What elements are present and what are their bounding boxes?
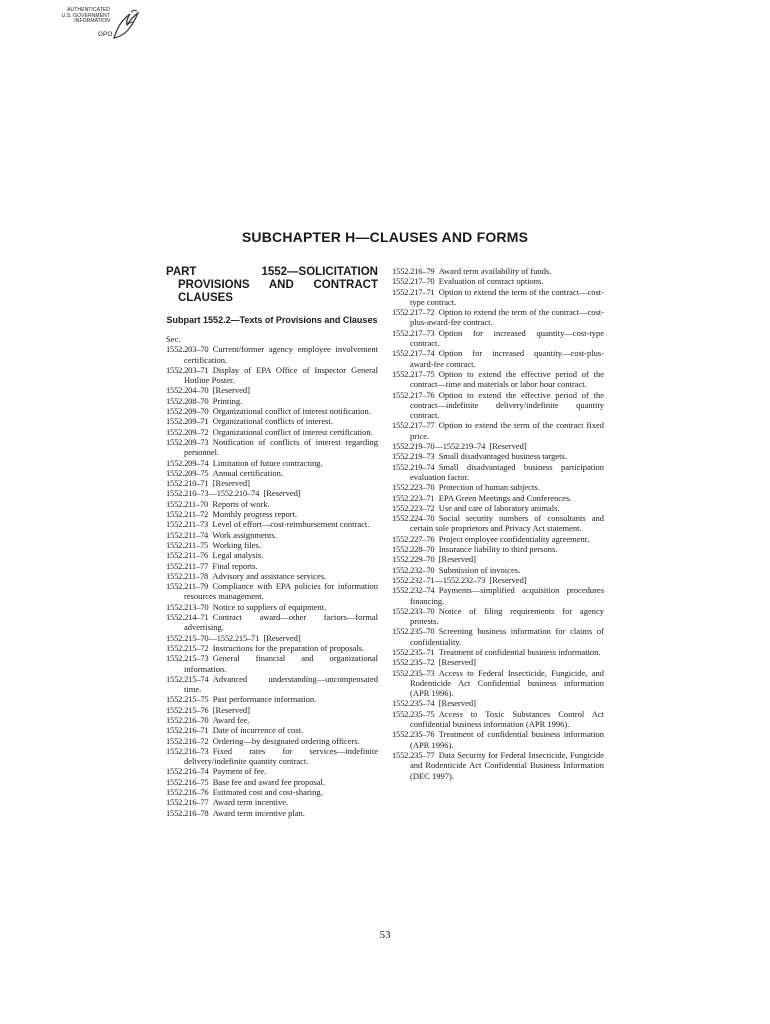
- section-title: Award term incentive plan.: [212, 807, 305, 818]
- section-number: 1552.209–70: [166, 406, 209, 417]
- section-number: 1552.228–70: [392, 544, 435, 555]
- section-number: 1552.235–74: [392, 698, 435, 709]
- toc-entry: [166, 674, 378, 695]
- section-title: Protection of human subjects.: [438, 482, 540, 493]
- section-title: Small disadvantaged business participation evaluation factor.: [410, 461, 604, 482]
- section-title: Past performance information.: [212, 694, 317, 705]
- toc-entry: [392, 554, 604, 564]
- section-number: 1552.217–72: [392, 307, 435, 318]
- logo-line-3: INFORMATION: [74, 18, 110, 25]
- toc-entry: [166, 725, 378, 735]
- toc-entry: [392, 369, 604, 390]
- section-number: 1552.211–73: [166, 519, 209, 530]
- toc-entry: [166, 694, 378, 704]
- section-title: Ordering—by designated ordering officers.: [212, 735, 360, 746]
- section-number: 1552.219–73: [392, 451, 435, 462]
- toc-entry: [392, 503, 604, 513]
- section-title: General financial and organizational information.: [184, 653, 378, 674]
- toc-entry: [166, 777, 378, 787]
- toc-entry: [392, 266, 604, 276]
- left-entry-list: [166, 344, 378, 818]
- toc-entry: [166, 612, 378, 633]
- section-title: Legal analysis.: [212, 550, 264, 561]
- section-number: 1552.209–74: [166, 457, 209, 468]
- toc-entry: [392, 575, 604, 585]
- section-title: Advanced understanding—uncompensated time.: [184, 673, 378, 695]
- toc-entry: [392, 328, 604, 349]
- toc-entry: [166, 458, 378, 468]
- section-title: Option to extend the effective period of the contract—time and materials or labor hour contract.: [410, 368, 604, 390]
- section-number: 1552.235–70: [392, 626, 435, 637]
- section-label: Sec.: [166, 334, 181, 344]
- toc-entry: [166, 550, 378, 560]
- section-number: 1552.223–71: [392, 492, 435, 503]
- section-title: Small disadvantaged business targets.: [438, 451, 567, 462]
- toc-entry: [166, 427, 378, 437]
- section-number: 1552.219–70—1552.219–74: [392, 441, 486, 452]
- logo-mark: GPO: [98, 31, 113, 38]
- section-number: 1552.235–72: [392, 657, 435, 668]
- toc-entry: [392, 462, 604, 483]
- toc-entry: [166, 787, 378, 797]
- section-number: 1552.235–76: [392, 729, 435, 740]
- toc-entry: [166, 643, 378, 653]
- section-title: Advisory and assistance services.: [212, 570, 327, 581]
- section-number: 1552.210–73—1552.210–74: [166, 488, 260, 499]
- section-number: 1552.209–73: [166, 436, 209, 447]
- section-title: [Reserved]: [263, 632, 301, 643]
- section-number: 1552.209–75: [166, 467, 209, 478]
- section-title: Screening business information for claims of confidentiality.: [410, 626, 604, 647]
- toc-entry: [166, 766, 378, 776]
- toc-entry: [392, 729, 604, 750]
- section-number: 1552.211–74: [166, 529, 209, 540]
- section-number: 1552.211–76: [166, 550, 209, 561]
- section-number: 1552.214–71: [166, 612, 209, 623]
- section-title: Contract award—other factors—formal advertising.: [184, 612, 378, 633]
- section-number: 1552.209–71: [166, 416, 209, 427]
- toc-entry: [166, 581, 378, 602]
- section-title: Organizational conflict of interest notification.: [212, 406, 371, 417]
- toc-entry: [392, 750, 604, 781]
- section-number: 1552.208–70: [166, 395, 209, 406]
- subpart-title: Subpart 1552.2—Texts of Provisions and Clauses: [166, 315, 378, 325]
- eagle-icon: [110, 4, 140, 44]
- section-title: Use and care of laboratory animals.: [438, 502, 560, 513]
- section-number: 1552.216–76: [166, 787, 209, 798]
- section-title: Reports of work.: [212, 498, 270, 509]
- toc-entry: [392, 534, 604, 544]
- toc-entry: [392, 565, 604, 575]
- section-title: Monthly progress report.: [212, 509, 298, 520]
- section-title: Evaluation of contract options.: [438, 276, 544, 287]
- section-title: Award term incentive.: [212, 797, 289, 808]
- section-title: Instructions for the preparation of proposals.: [212, 642, 365, 653]
- section-title: Option for increased quantity—cost-type contract.: [410, 327, 604, 349]
- toc-entry: [392, 606, 604, 627]
- section-number: 1552.213–70: [166, 601, 209, 612]
- section-title: Compliance with EPA policies for information resources management.: [184, 581, 378, 602]
- section-number: 1552.235–77: [392, 749, 435, 760]
- section-number: 1552.203–70: [166, 344, 209, 355]
- toc-entry: [166, 406, 378, 416]
- section-title: [Reserved]: [438, 698, 476, 709]
- section-title: [Reserved]: [263, 488, 301, 499]
- section-title: Work assignments.: [212, 529, 277, 540]
- section-number: 1552.235–75: [392, 708, 435, 719]
- toc-entry: [392, 287, 604, 308]
- gpo-authentication-logo: [32, 4, 142, 46]
- subchapter-title: SUBCHAPTER H—CLAUSES AND FORMS: [241, 229, 529, 245]
- section-number: 1552.216–73: [166, 745, 209, 756]
- section-number: 1552.216–75: [166, 776, 209, 787]
- toc-entry: [166, 736, 378, 746]
- toc-entry: [392, 544, 604, 554]
- toc-entry: [166, 468, 378, 478]
- toc-entry: [392, 657, 604, 667]
- toc-entry: [166, 385, 378, 395]
- section-number: 1552.224–70: [392, 513, 435, 524]
- toc-entry: [166, 488, 378, 498]
- toc-entry: [166, 633, 378, 643]
- section-title: Data Security for Federal Insecticide, Fungicide and Rodenticide Act Confidential Business Information (DEC 1997).: [410, 749, 604, 781]
- section-number: 1552.216–79: [392, 266, 435, 276]
- toc-entry: [166, 540, 378, 550]
- toc-entry: [392, 668, 604, 699]
- section-number: 1552.216–78: [166, 807, 209, 818]
- section-title: Notice of filing requirements for agency protests.: [410, 605, 604, 627]
- section-title: Treatment of confidential business information (APR 1996).: [410, 729, 604, 750]
- section-number: 1552.215–73: [166, 653, 209, 664]
- toc-entry: [392, 585, 604, 606]
- toc-entry: [392, 709, 604, 730]
- section-number: 1552.223–70: [392, 482, 435, 493]
- section-title: [Reserved]: [489, 574, 527, 585]
- toc-entry: [166, 705, 378, 715]
- section-number: 1552.216–77: [166, 797, 209, 808]
- section-number: 1552.217–75: [392, 368, 435, 379]
- toc-entry: [392, 482, 604, 492]
- section-number: 1552.204–70: [166, 385, 209, 396]
- section-number: 1552.216–71: [166, 725, 209, 736]
- section-number: 1552.217–74: [392, 348, 435, 359]
- section-number: 1552.210–71: [166, 478, 209, 489]
- toc-entry: [392, 441, 604, 451]
- toc-entry: [166, 519, 378, 529]
- section-title: Payments—simplified acquisition procedures financing.: [410, 585, 604, 606]
- section-number: 1552.215–75: [166, 694, 209, 705]
- toc-entry: [166, 571, 378, 581]
- section-title: Organizational conflicts of interest.: [212, 416, 333, 427]
- section-number: 1552.232–74: [392, 585, 435, 596]
- section-title: Project employee confidentiality agreement.: [438, 533, 590, 544]
- section-title: [Reserved]: [212, 704, 250, 715]
- toc-entry: [392, 307, 604, 328]
- toc-entry: [392, 647, 604, 657]
- section-title: Notification of conflicts of interest regarding personnel.: [184, 436, 378, 458]
- section-title: [Reserved]: [212, 385, 250, 396]
- section-number: 1552.235–73: [392, 667, 435, 678]
- section-title: Level of effort—cost-reimbursement contract.: [212, 519, 370, 530]
- right-column: [392, 266, 604, 781]
- section-number: 1552.215–72: [166, 642, 209, 653]
- toc-entry: [166, 715, 378, 725]
- section-title: Option for increased quantity—cost-plus-award-fee contract.: [410, 348, 604, 369]
- section-number: 1552.215–70—1552.215–71: [166, 632, 260, 643]
- toc-entry: [166, 344, 378, 365]
- section-title: [Reserved]: [212, 478, 250, 489]
- toc-entry: [166, 653, 378, 674]
- section-number: 1552.211–79: [166, 581, 209, 592]
- section-title: Limitation of future contracting.: [212, 457, 323, 468]
- section-number: 1552.216–70: [166, 714, 209, 725]
- toc-entry: [166, 797, 378, 807]
- toc-entry: [166, 396, 378, 406]
- toc-entry: [392, 276, 604, 286]
- section-number: 1552.216–74: [166, 766, 209, 777]
- section-number: 1552.217–71: [392, 286, 435, 297]
- toc-entry: [166, 808, 378, 818]
- toc-entry: [166, 561, 378, 571]
- section-number: 1552.223–72: [392, 502, 435, 513]
- section-title: Estimated cost and cost-sharing.: [212, 787, 323, 798]
- section-number: 1552.211–77: [166, 560, 209, 571]
- section-number: 1552.217–76: [392, 389, 435, 400]
- section-title: Social security numbers of consultants and certain sole proprietors and Privacy Act statement.: [410, 513, 604, 534]
- toc-entry: [392, 698, 604, 708]
- toc-entry: [392, 626, 604, 647]
- part-title: PART 1552—SOLICITATION PROVISIONS AND CONTRACT CLAUSES: [166, 266, 378, 304]
- section-number: 1552.217–70: [392, 276, 435, 287]
- section-title: Access to Toxic Substances Control Act confidential business information (APR 1996).: [410, 708, 604, 730]
- page-number: 53: [379, 929, 391, 941]
- section-number: 1552.232–70: [392, 564, 435, 575]
- section-number: 1552.217–77: [392, 420, 435, 431]
- toc-entry: [392, 513, 604, 534]
- section-title: Award fee.: [212, 714, 250, 725]
- logo-line-2: U.S. GOVERNMENT: [61, 12, 110, 19]
- section-number: 1552.211–72: [166, 509, 209, 520]
- section-number: 1552.235–71: [392, 646, 435, 657]
- section-number: 1552.211–78: [166, 570, 209, 581]
- toc-entry: [392, 348, 604, 369]
- section-title: Fixed rates for services—indefinite delivery/indefinite quantity contract.: [184, 745, 378, 767]
- section-title: Award term availability of funds.: [438, 266, 552, 276]
- logo-text: [32, 8, 110, 25]
- section-number: 1552.209–72: [166, 426, 209, 437]
- toc-entry: [392, 420, 604, 441]
- section-number: 1552.232–71—1552.232–73: [392, 574, 486, 585]
- toc-entry: [166, 478, 378, 488]
- toc-entry: [166, 365, 378, 386]
- section-title: Submission of invoices.: [438, 564, 521, 575]
- left-column: [166, 266, 378, 818]
- section-number: 1552.233–70: [392, 605, 435, 616]
- toc-entry: [166, 602, 378, 612]
- section-title: Access to Federal Insecticide, Fungicide, and Rodenticide Act Confidential business information (APR 1996).: [410, 667, 604, 699]
- section-title: Notice to suppliers of equipment.: [212, 601, 327, 612]
- toc-entry: [392, 493, 604, 503]
- logo-line-1: AUTHENTICATED: [67, 7, 110, 13]
- section-title: [Reserved]: [438, 657, 476, 668]
- section-title: Insurance liability to third persons.: [438, 544, 558, 555]
- section-title: Option to extend the term of the contract—cost-type contract.: [410, 286, 604, 307]
- section-number: 1552.215–76: [166, 704, 209, 715]
- section-number: 1552.216–72: [166, 735, 209, 746]
- section-number: 1552.227–76: [392, 533, 435, 544]
- section-title: EPA Green Meetings and Conferences.: [438, 492, 572, 503]
- toc-entry: [166, 530, 378, 540]
- section-number: 1552.217–73: [392, 327, 435, 338]
- section-title: Payment of fee.: [212, 766, 267, 777]
- section-title: Option to extend the effective period of the contract—indefinite delivery/indefinite quantity contract.: [410, 389, 604, 421]
- toc-entry: [166, 499, 378, 509]
- toc-entry: [392, 451, 604, 461]
- section-title: Organizational conflict of interest certification.: [212, 426, 373, 437]
- section-number: 1552.211–70: [166, 498, 209, 509]
- right-entry-list: [392, 266, 604, 781]
- section-title: Annual certification.: [212, 467, 284, 478]
- toc-entry: [166, 509, 378, 519]
- toc-entry: [166, 437, 378, 458]
- section-number: 1552.219–74: [392, 461, 435, 472]
- section-title: Treatment of confidential business information.: [438, 646, 601, 657]
- section-title: Working files.: [212, 539, 261, 550]
- section-title: Display of EPA Office of Inspector General Hotline Poster.: [184, 364, 378, 386]
- section-title: Base fee and award fee proposal.: [212, 776, 326, 787]
- section-number: 1552.215–74: [166, 673, 209, 684]
- section-title: Printing.: [212, 395, 243, 406]
- section-number: 1552.211–75: [166, 539, 209, 550]
- section-title: Date of incurrence of cost.: [212, 725, 304, 736]
- toc-entry: [392, 390, 604, 421]
- section-title: Final reports.: [212, 560, 258, 571]
- toc-entry: [166, 746, 378, 767]
- section-title: [Reserved]: [489, 441, 527, 452]
- section-title: Option to extend the term of the contract—cost-plus-award-fee contract.: [410, 307, 604, 328]
- toc-entry: [166, 416, 378, 426]
- section-title: Current/former agency employee involvement certification.: [184, 344, 378, 365]
- section-title: [Reserved]: [438, 554, 476, 565]
- section-number: 1552.229–70: [392, 554, 435, 565]
- section-title: Option to extend the term of the contract fixed price.: [410, 420, 604, 441]
- section-number: 1552.203–71: [166, 364, 209, 375]
